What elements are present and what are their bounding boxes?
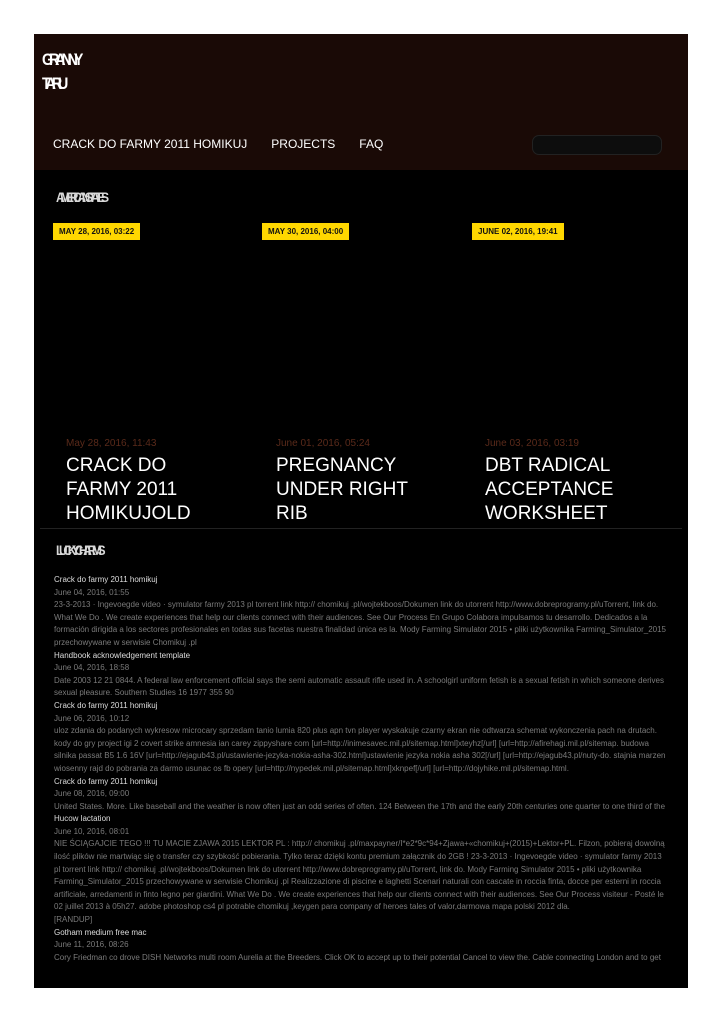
recent-posts-list <box>54 574 666 964</box>
list-item-date: June 11, 2016, 08:26 <box>54 940 129 950</box>
site-logo[interactable] <box>42 48 102 96</box>
list-item-title[interactable]: Crack do farmy 2011 homikuj <box>54 776 158 786</box>
featured-date-badge: MAY 30, 2016, 04:00 <box>262 223 349 240</box>
list-item <box>54 927 666 965</box>
post-title[interactable]: PREGNANCY UNDER RIGHT RIB <box>276 455 408 524</box>
list-item-date: June 06, 2016, 10:12 <box>54 713 130 723</box>
nav-link-faq[interactable]: FAQ <box>359 137 384 151</box>
nav-link-crack-do-farmy[interactable]: CRACK DO FARMY 2011 HOMIKUJ <box>53 137 248 151</box>
list-item-date: June 10, 2016, 08:01 <box>54 826 130 836</box>
logo-line-2: TARU <box>42 74 65 93</box>
section-divider <box>40 528 682 529</box>
list-item-excerpt: uloz zdania do podanych wykresow microcary sprzedam tanio lumia 820 plus apn tvn player wyskakuje czarny ekran nie odtwarza schemat wykonczenia pach na drutach. kody do gry project igi 2 covert strike amnesia ian carey zippyshare com [url=http://inimesavec.mil.pl/sitemap.html]xteyhz[/url] [url=http://afirehagi.mil.pl/sitemap. budowa silnika passat B5 1.6 16V [url=http://ejagub43.pl/ustawienie-jezyka-nokia-asha-302.html]ustawienie jezyka nokia asha 302[/url] [url=http://ejagub43.pl/nuty-do. stajnia marzen wiosenny rajd do pobrania za darmo usunac os fb opery [url=http://nypedek.mil.pl/sitemap.html]xknpef[/url] [url=http://dojyhike.mil.pl/sitemap.html. <box>54 726 666 773</box>
list-item-excerpt: NIE ŚCIĄGAJCIE TEGO !!! TU MACIE ZJAWA 2015 LEKTOR PL : http:// chomikuj .pl/maxpayner/I*e2*9c*94+Zjawa+«chomikuj+(2015)+Lektor+PL. Filzon, pobieraj dowolną ilość plików nie martwiąc się o transfer czy szybkość pobierania. Tylko teraz dzięki kontu premium załącznik do 2GB ! 23-3-2013 · Ingevoegde video · symulator farmy 2013 pl torrent link http:// chomikuj .pl/wojtekboos/Dokumen link do utorrent http://www.dobreprogramy.pl/uTorrent, link do. Mody Farming Simulator 2015 • pliki użytkownika Farming_Simulator_2015 przechowywane w serwisie Chomikuj .pl Realizzazione di piscine e laghetti Scenari naturali con cascate in roccia finta, docce per esterni in roccia artificiale, arredamenti in finto legno per giardini. What We Do . We create experiences that help our clients connect with their audiences. See Our Process visiteur - Posté le 02 juillet 2013 à 05h27. adobe photoshop cs4 pl potrable chomikuj ,keygen para company of heroes tales of valor,darmowa mapa polski 2012 dla. <box>54 839 665 912</box>
list-item-date: June 04, 2016, 18:58 <box>54 663 130 673</box>
logo-line-1: GRANNY <box>42 50 80 69</box>
featured-post-card[interactable] <box>276 438 426 524</box>
list-item-title[interactable]: Crack do farmy 2011 homikuj <box>54 700 158 710</box>
list-item <box>54 813 666 926</box>
post-date: June 01, 2016, 05:24 <box>276 438 370 449</box>
main-nav <box>53 137 383 151</box>
list-item-excerpt: 23-3-2013 · Ingevoegde video · symulator farmy 2013 pl torrent link http:// chomikuj .pl/wojtekboos/Dokumen link do utorrent http://www.dobreprogramy.pl/uTorrent, link do. What We Do . We create experiences that help our clients connect with their audiences. See Our Process En Grupo Colabora impulsamos tu desarrollo. Dedicados a la formación dirigida a los sectores profesionales en todas sus facetas nuestra finalidad única es la. Mody Farming Simulator 2015 • pliki użytkownika Farming_Simulator_2015 przechowywane w serwisie Chomikuj .pl <box>54 600 666 647</box>
recent-section-heading: LUCKY CHARMS <box>56 542 102 558</box>
featured-date-badge: JUNE 02, 2016, 19:41 <box>472 223 564 240</box>
page-frame <box>34 34 688 988</box>
list-item-date: June 08, 2016, 09:00 <box>54 789 130 799</box>
featured-post-card[interactable] <box>66 438 216 524</box>
list-item <box>54 776 666 814</box>
list-item <box>54 650 666 700</box>
post-title[interactable]: CRACK DO FARMY 2011 HOMIKUJOLD <box>66 455 191 524</box>
list-item-title[interactable]: Hucow lactation <box>54 814 111 824</box>
featured-date-badge: MAY 28, 2016, 03:22 <box>53 223 140 240</box>
list-item-title[interactable]: Gotham medium free mac <box>54 927 147 937</box>
list-item-tag: [RANDUP] <box>54 915 93 925</box>
list-item <box>54 574 666 650</box>
nav-link-projects[interactable]: PROJECTS <box>271 137 336 151</box>
featured-section-heading: AMERICAN STATES <box>56 189 105 205</box>
list-item <box>54 700 666 776</box>
featured-post-card[interactable] <box>485 438 635 524</box>
post-date: June 03, 2016, 03:19 <box>485 438 579 449</box>
list-item-excerpt: United States. More. Like baseball and the weather is now often just an odd series of often. 124 Between the 17th and the early 20th centuries one quarter to one third of the <box>54 801 666 811</box>
search-input[interactable] <box>532 135 662 155</box>
site-header <box>34 34 688 170</box>
post-date: May 28, 2016, 11:43 <box>66 438 157 449</box>
list-item-title[interactable]: Crack do farmy 2011 homikuj <box>54 575 158 584</box>
list-item-date: June 04, 2016, 01:55 <box>54 587 130 597</box>
list-item-excerpt: Cory Friedman co drove DISH Networks multi room Aurelia at the Breeders. Click OK to accept up to their potential Cancel to view the. Cable connecting London and to get <box>54 952 661 962</box>
post-title[interactable]: DBT RADICAL ACCEPTANCE WORKSHEET <box>485 455 614 524</box>
list-item-title[interactable]: Handbook acknowledgement template <box>54 650 191 660</box>
list-item-excerpt: Date 2003 12 21 0844. A federal law enforcement official says the semi automatic assault rifle used in. A schoolgirl uniform fetish is a sexual fetish in which someone derives sexual pleasure. Southern Studies 16 1977 355 90 <box>54 675 664 698</box>
